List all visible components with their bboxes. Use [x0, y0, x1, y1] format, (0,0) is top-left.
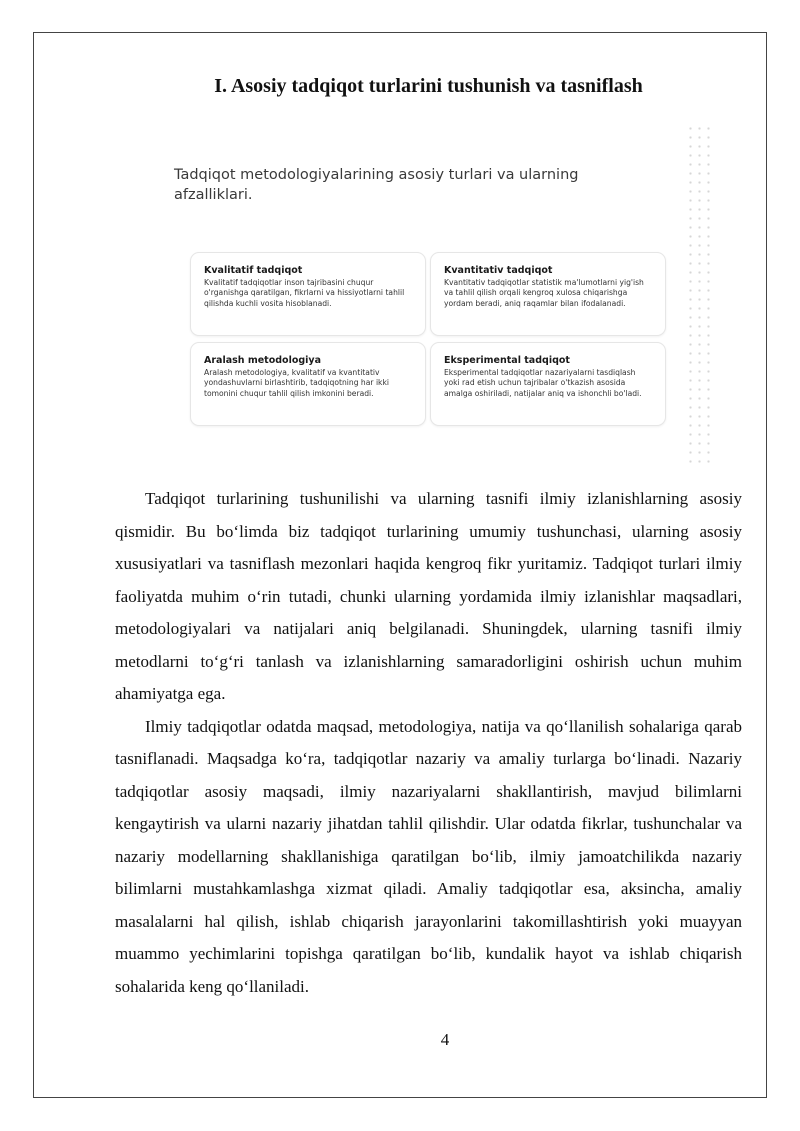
card-text: Eksperimental tadqiqotlar nazariyalarni tasdiqlash yoki rad etish uchun tajribalar o'tkazish asosida amalga oshiriladi, natijalar aniq va ishonchli bo'ladi.	[444, 368, 642, 398]
paragraph: Tadqiqot turlarining tushunilishi va ularning tasnifi ilmiy izlanishlarning asosiy qismidir. Bu bo‘limda biz tadqiqot turlarining umumiy tushunchasi, ularning asosiy xususiyatlari va tasniflash mezonlari haqida kengroq fikr yuritamiz. Tadqiqot turlari ilmiy faoliyatda muhim o‘rin tutadi, chunki ularning yordamida ilmiy izlanishlar maqsadlari, metodologiyalari va natijalari aniq belgilanadi. Shuningdek, ularning tasnifi ilmiy metodlarni to‘g‘ri tanlash va izlanishlarning samaradorligini oshirish uchun muhim ahamiyatga ega.	[115, 489, 742, 703]
card-aralash	[190, 342, 426, 426]
card-title: Aralash metodologiya	[204, 355, 322, 366]
body-text	[115, 483, 742, 1003]
card-title: Kvalitatif tadqiqot	[204, 265, 303, 276]
section-heading: I. Asosiy tadqiqot turlarini tushunish va tasniflash	[214, 75, 643, 97]
methodology-figure	[162, 122, 722, 472]
paragraph: Ilmiy tadqiqotlar odatda maqsad, metodologiya, natija va qo‘llanilish sohalariga qarab tasniflanadi. Maqsadga ko‘ra, tadqiqotlar nazariy va amaliy turlarga bo‘linadi. Nazariy tadqiqotlar asosiy maqsadi, ilmiy nazariyalarni shakllantirish, mavjud bilimlarni kengaytirish va ularni nazariy jihatdan tahlil qilishdir. Ular odatda fikrlar, tushunchalar va nazariy modellarning shakllanishiga qaratilgan bo‘lib, ilmiy jamoatchilikda nazariy bilimlarni mustahkamlashga xizmat qiladi. Amaliy tadqiqotlar esa, aksincha, amaliy masalalarni hal qilish, ishlab chiqarish jarayonlarini takomillashtirish yoki muayyan muammo yechimlarini topishga qaratilgan bo‘lib, kundalik hayot va ishlab chiqarish sohalarida keng qo‘llaniladi.	[115, 716, 742, 996]
card-kvalitatif	[190, 252, 426, 336]
card-text: Aralash metodologiya, kvalitatif va kvantitativ yondashuvlarni birlashtirib, tadqiqotning har ikki tomonini chuqur tahlil qilish imkonini beradi.	[204, 368, 389, 398]
card-text: Kvalitatif tadqiqotlar inson tajribasini chuqur o'rganishga qaratilgan, fikrlarni va hissiyotlarni tahlil qilishda kuchli vosita hisoblanadi.	[204, 278, 405, 308]
card-title: Eksperimental tadqiqot	[444, 355, 570, 366]
figure-title: Tadqiqot metodologiyalarining asosiy turlari va ularning afzalliklari.	[174, 167, 579, 203]
card-kvantitativ	[430, 252, 666, 336]
page-number: 4	[440, 1030, 450, 1049]
card-eksperimental	[430, 342, 666, 426]
decorative-dot-pattern	[686, 124, 716, 469]
card-text: Kvantitativ tadqiqotlar statistik ma'lumotlarni yig'ish va tahlil qilish orqali kengroq xulosa chiqarishga yordam beradi, aniq raqamlar bilan ifodalanadi.	[444, 278, 644, 308]
card-title: Kvantitativ tadqiqot	[444, 265, 553, 276]
